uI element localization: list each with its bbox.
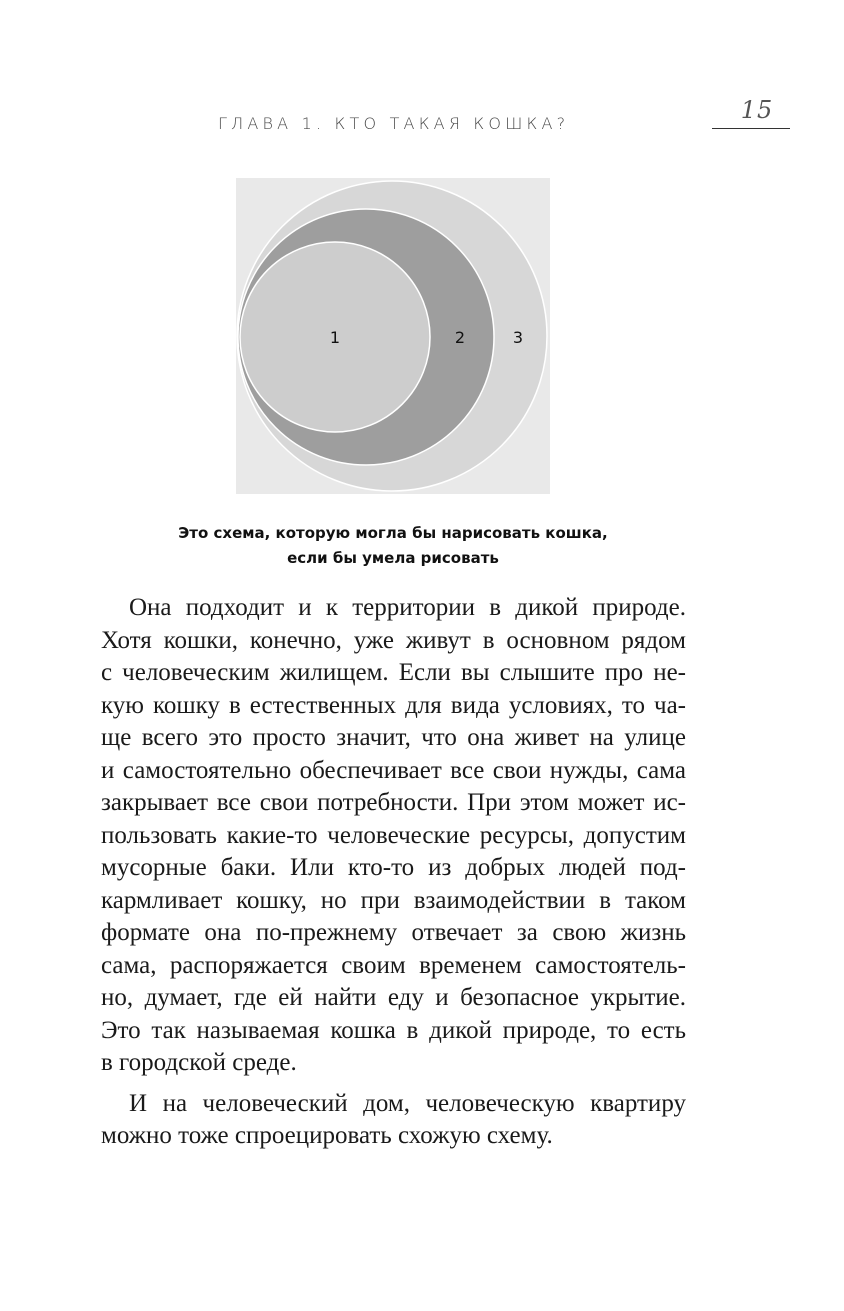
- page-number-rule: [712, 128, 790, 129]
- text-line: но, думает, где ей найти еду и безопасное укрытие.: [101, 984, 686, 1011]
- text-line: закрывает все свои потребности. При этом может ис-: [101, 789, 686, 816]
- text-line: сама, распоряжается своим временем самостоятель-: [101, 951, 686, 979]
- text-line: формате она по-прежнему отвечает за свою жизнь: [101, 919, 686, 946]
- body-text: [101, 592, 686, 1153]
- paragraph-2: [101, 1088, 686, 1153]
- caption-line-2: если бы умела рисовать: [287, 549, 499, 567]
- text-line: ще всего это просто значит, что она живет на улице: [101, 724, 686, 751]
- text-line: с человеческим жилищем. Если вы слышите про не-: [101, 659, 686, 686]
- text-line: кармливает кошку, но при взаимодействии в таком: [101, 886, 686, 914]
- caption-line-1: Это схема, которую могла бы нарисовать кошка,: [178, 524, 608, 542]
- text-line: пользовать какие-то человеческие ресурсы, допустим: [101, 821, 686, 849]
- text-line: Она подходит и к территории в дикой природе.: [129, 594, 686, 621]
- text-line: и самостоятельно обеспечивает все свои нужды, сама: [101, 756, 686, 784]
- page-number: 15: [740, 96, 774, 124]
- zone-3-label: 3: [512, 328, 524, 347]
- running-head: ГЛАВА 1. КТО ТАКАЯ КОШКА?: [218, 114, 570, 133]
- text-line: мусорные баки. Или кто-то из добрых людей под-: [101, 854, 686, 881]
- text-line: можно тоже спроецировать схожую схему.: [101, 1122, 553, 1149]
- territory-diagram: [236, 178, 550, 494]
- text-line: Это так называемая кошка в дикой природе, то есть: [101, 1016, 686, 1044]
- zone-2-label: 2: [454, 328, 466, 347]
- paragraph-1: [101, 592, 686, 1080]
- text-line: Хотя кошки, конечно, уже живут в основном рядом: [101, 626, 686, 654]
- zone-1-label: 1: [329, 328, 341, 347]
- text-line: кую кошку в естественных для вида условиях, то ча-: [101, 691, 686, 719]
- text-line: в городской среде.: [101, 1049, 297, 1076]
- territory-diagram-svg: [236, 178, 550, 494]
- figure-caption: [100, 521, 686, 571]
- text-line: И на человеческий дом, человеческую квартиру: [129, 1089, 686, 1117]
